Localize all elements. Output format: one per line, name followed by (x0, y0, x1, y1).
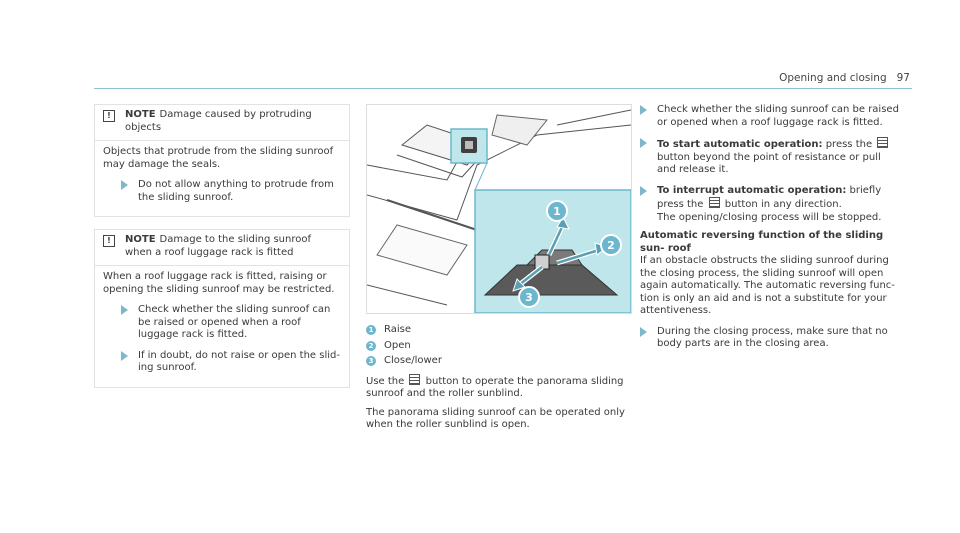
note-title: Damage to the sliding sunroof when a roof luggage rack is fitted (125, 234, 312, 258)
sunroof-button-icon (709, 197, 720, 208)
legend-item: 3 Close/lower (366, 355, 630, 368)
warning-icon: ! (103, 110, 115, 122)
sunroof-control-illustration (366, 104, 632, 314)
instruction-item: If in doubt, do not raise or open the slid- ing sunroof. (121, 350, 341, 375)
legend-item: 2 Open (366, 340, 630, 353)
svg-text:3: 3 (525, 291, 533, 304)
callout-1 (547, 201, 567, 221)
right-column (640, 104, 902, 351)
legend-number: 1 (366, 325, 376, 335)
reversing-paragraph: If an obstacle obstructs the sliding sunroof during the closing process, the sliding sunroof will open again automatically. The automatic reversing func- tion is only an aid and is not a substitute for your attentiveness. (640, 255, 895, 316)
legend-item: 1 Raise (366, 324, 630, 337)
instruction-item: To start automatic operation: press the button beyond the point of resistance or pull and release it. (640, 137, 902, 177)
callout-3 (519, 287, 539, 307)
left-column (94, 104, 350, 396)
note-box-luggage-rack (94, 229, 350, 388)
instruction-item: Check whether the sliding sunroof can be raised or opened when a roof luggage rack is fitted. (640, 104, 902, 129)
legend-list (366, 324, 630, 368)
illustration-svg (367, 105, 631, 313)
section-subheading: Automatic reversing function of the sliding sun- roof (640, 230, 884, 254)
instruction-item: To interrupt automatic operation: briefly press the button in any direction. The opening/closing process will be stopped. (640, 185, 902, 225)
instruction-item: Do not allow anything to protrude from the sliding sunroof. (121, 179, 341, 204)
page-header (779, 72, 910, 84)
arrow-bullet-icon (640, 138, 647, 148)
usage-paragraph: Use the button to operate the panorama sliding sunroof and the roller sunblind. (366, 375, 624, 399)
svg-text:1: 1 (553, 205, 561, 218)
middle-column (366, 104, 630, 432)
note-label: NOTE (125, 234, 156, 245)
note-body: Objects that protrude from the sliding sunroof may damage the seals. (103, 146, 334, 170)
arrow-bullet-icon (121, 351, 128, 361)
legend-number: 2 (366, 341, 376, 351)
sunroof-button-icon (409, 374, 420, 385)
note-label: NOTE (125, 109, 156, 120)
arrow-bullet-icon (121, 180, 128, 190)
arrow-bullet-icon (640, 186, 647, 196)
warning-icon: ! (103, 235, 115, 247)
callout-2 (601, 235, 621, 255)
section-title: Opening and closing (779, 72, 887, 84)
instruction-item: Check whether the sliding sunroof can be raised or opened when a roof luggage rack is fitted. (121, 304, 341, 342)
svg-text:2: 2 (607, 239, 615, 252)
legend-number: 3 (366, 356, 376, 366)
page-number: 97 (896, 72, 910, 84)
note-body: When a roof luggage rack is fitted, raising or opening the sliding sunroof may be restricted. (103, 271, 335, 295)
roller-sunblind-paragraph: The panorama sliding sunroof can be operated only when the roller sunblind is open. (366, 406, 625, 430)
arrow-bullet-icon (121, 305, 128, 315)
note-box-protruding (94, 104, 350, 217)
note-title: Damage caused by protruding objects (125, 109, 312, 133)
sunroof-button-icon (877, 137, 888, 148)
arrow-bullet-icon (640, 105, 647, 115)
header-rule (94, 88, 912, 89)
arrow-bullet-icon (640, 327, 647, 337)
instruction-item: During the closing process, make sure that no body parts are in the closing area. (640, 326, 902, 351)
